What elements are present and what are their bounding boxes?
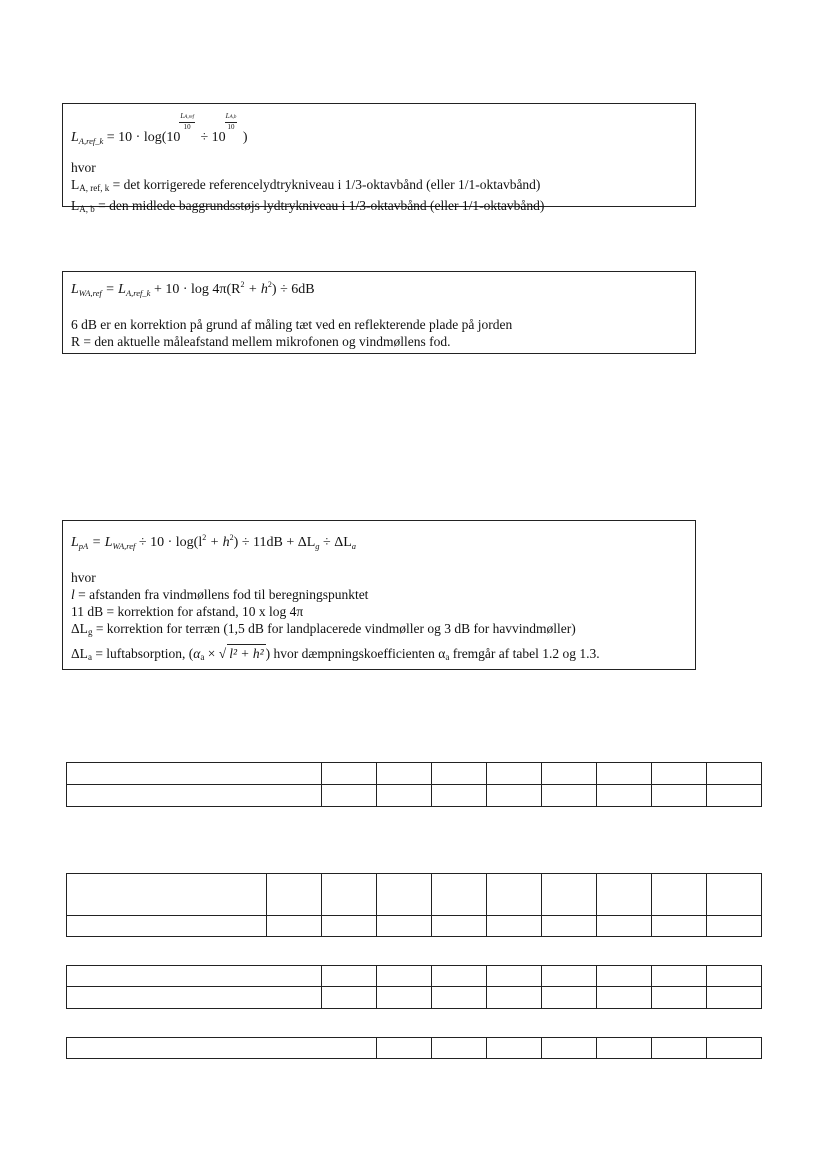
formula-superscript: 2 bbox=[240, 280, 245, 289]
fraction-numerator-sub: A,ref bbox=[184, 115, 194, 120]
definition-line bbox=[71, 620, 687, 641]
exponent-fraction-2 bbox=[225, 112, 238, 131]
table-row bbox=[67, 916, 762, 937]
empty-table-3 bbox=[66, 965, 762, 1009]
definition-text: = afstanden fra vindmøllens fod til beregningspunktet bbox=[74, 587, 369, 602]
table-row bbox=[67, 987, 762, 1009]
formula-text: + h bbox=[206, 535, 230, 550]
definition-line: ΔLa = luftabsorption, (αa × √ l² + h² ) hvor dæmpningskoefficienten αa fremgår af tabel 1.2 og 1.3. bbox=[71, 646, 600, 662]
empty-table-2 bbox=[66, 873, 762, 937]
definition-text: = korrektion for terræn (1,5 dB for landplacerede vindmøller og 3 dB for havvindmøller) bbox=[92, 621, 576, 636]
fraction-denominator: 10 bbox=[227, 123, 235, 131]
alpha-subscript: a bbox=[200, 652, 205, 662]
fraction-numerator-sub: A,b bbox=[229, 115, 237, 120]
definition-subscript: A, ref, k bbox=[79, 183, 110, 193]
definition-subscript: a bbox=[87, 652, 92, 662]
formula-sound-pressure-level bbox=[71, 529, 687, 555]
alpha-symbol: α bbox=[193, 646, 201, 661]
formula-symbol: L bbox=[71, 282, 79, 297]
table-row bbox=[67, 1038, 762, 1059]
formula-symbol: L bbox=[71, 130, 79, 145]
definition-symbol: l bbox=[71, 587, 75, 602]
definition-line: 11 dB = korrektion for afstand, 10 x log 4π bbox=[71, 604, 304, 619]
formula-sound-power-level bbox=[71, 276, 687, 302]
definition-text: = luftabsorption, ( bbox=[91, 646, 194, 661]
formula-text: ÷ ΔL bbox=[319, 535, 352, 550]
formula-subscript: pA bbox=[78, 541, 89, 551]
formula-text: + 10 · log 4π(R bbox=[150, 282, 241, 297]
definition-text: ) hvor dæmpningskoefficienten α bbox=[265, 646, 446, 661]
table-row bbox=[67, 785, 762, 807]
formula-subscript: g bbox=[315, 541, 320, 551]
formula-text: ÷ 10 bbox=[200, 130, 226, 145]
formula-text: = L bbox=[88, 535, 113, 550]
definition-text: = den midlede baggrundsstøjs lydtrykniveau i 1/3-oktavbånd (eller 1/1-oktavbånd) bbox=[94, 198, 545, 213]
formula-superscript: 2 bbox=[229, 533, 234, 542]
formula-text: = 10 · log(10 bbox=[106, 130, 181, 145]
definition-text: × bbox=[204, 646, 219, 661]
definition-symbol: ΔL bbox=[71, 621, 88, 636]
definition-line bbox=[71, 176, 687, 197]
fraction-numerator: L bbox=[180, 112, 185, 120]
formula-text: ) ÷ 6dB bbox=[271, 282, 315, 297]
note-line: R = den aktuelle måleafstand mellem mikrofonen og vindmøllens fod. bbox=[71, 334, 451, 349]
table-row bbox=[67, 763, 762, 785]
table-row bbox=[67, 874, 762, 916]
formula-subscript: WA,ref bbox=[112, 541, 136, 551]
definition-line bbox=[71, 586, 687, 603]
formula-corrected-reference-level bbox=[71, 112, 687, 150]
hvor-label: hvor bbox=[71, 160, 96, 175]
formula-subscript: WA,ref bbox=[78, 288, 102, 298]
definition-text: fremgår af tabel 1.2 og 1.3. bbox=[449, 646, 600, 661]
hvor-label: hvor bbox=[71, 570, 96, 585]
definition-subscript: g bbox=[87, 627, 93, 637]
formula-box-sound-pressure-level bbox=[62, 520, 696, 670]
formula-box-corrected-reference-level bbox=[62, 103, 696, 214]
definition-symbol: L bbox=[71, 177, 80, 192]
formula-subscript: A,ref_k bbox=[125, 288, 151, 298]
fraction-numerator: L bbox=[225, 112, 230, 120]
formula-text: = L bbox=[101, 282, 126, 297]
definition-symbol: L bbox=[71, 198, 80, 213]
formula-superscript: 2 bbox=[202, 533, 207, 542]
formula-superscript: 2 bbox=[267, 280, 272, 289]
definition-subscript: A, b bbox=[79, 204, 95, 214]
note-line: 6 dB er en korrektion på grund af måling tæt ved en reflekterende plade på jorden bbox=[71, 317, 513, 332]
empty-table-4 bbox=[66, 1037, 762, 1059]
formula-subscript: a bbox=[351, 541, 357, 551]
formula-text: ) bbox=[242, 130, 248, 145]
formula-box-sound-power-level bbox=[62, 271, 696, 354]
sqrt-expression: l² + h² bbox=[229, 646, 264, 661]
exponent-fraction-1 bbox=[179, 112, 195, 131]
formula-symbol: L bbox=[71, 535, 79, 550]
alpha-subscript: a bbox=[445, 652, 450, 662]
definition-line bbox=[71, 197, 687, 218]
formula-text: ÷ 10 · log(l bbox=[135, 535, 203, 550]
formula-subscript: A,ref_k bbox=[78, 136, 104, 146]
definition-text: = det korrigerede referencelydtrykniveau i 1/3-oktavbånd (eller 1/1-oktavbånd) bbox=[109, 177, 541, 192]
definition-symbol: ΔL bbox=[71, 646, 88, 661]
formula-text: + h bbox=[244, 282, 268, 297]
formula-text: ) ÷ 11dB + ΔL bbox=[233, 535, 316, 550]
fraction-denominator: 10 bbox=[183, 123, 191, 131]
empty-table-1 bbox=[66, 762, 762, 807]
table-row bbox=[67, 966, 762, 987]
